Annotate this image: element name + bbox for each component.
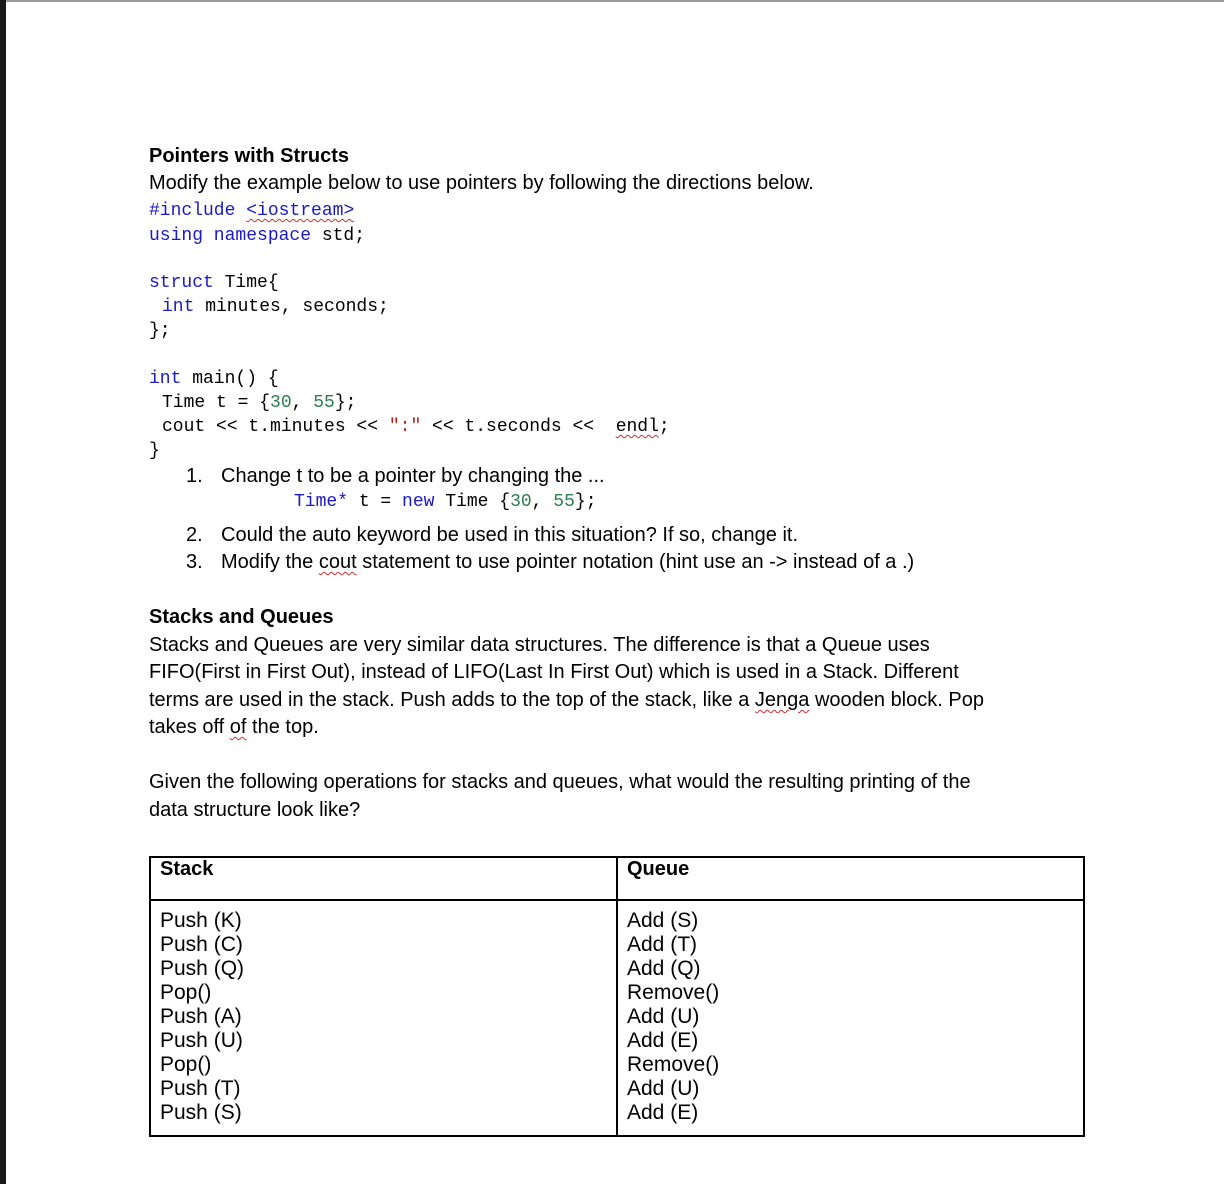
code-number: 30 — [510, 492, 532, 512]
text-run: Jenga — [754, 689, 810, 711]
question-line: Given the following operations for stacks and queues, what would the resulting printing of the — [149, 771, 971, 793]
text-run: cout — [318, 551, 357, 573]
direction-text: Could the auto keyword be used in this situation? If so, change it. — [221, 524, 799, 546]
code-token: using namespace — [149, 226, 312, 246]
code-token: <iostream> — [246, 201, 355, 221]
code-line-decl — [162, 393, 356, 413]
code-line-pointer — [294, 492, 597, 512]
code-line-struct-close: }; — [149, 321, 171, 341]
window-edge — [0, 0, 6, 1184]
code-line-using — [149, 226, 365, 246]
code-token: , — [531, 492, 554, 512]
text-run: Modify the — [221, 551, 319, 573]
stack-op: Push (C) — [160, 933, 243, 956]
stack-op: Push (T) — [160, 1077, 241, 1100]
queue-op: Add (E) — [627, 1101, 699, 1124]
section-heading-pointers: Pointers with Structs — [149, 145, 350, 167]
code-token: Time* — [294, 492, 349, 512]
question-line: data structure look like? — [149, 799, 361, 821]
queue-header: Queue — [617, 857, 1084, 900]
text-run: terms are used in the stack. Push adds to the top of the stack, like a — [149, 689, 755, 711]
code-token: endl — [615, 417, 659, 437]
stack-op: Pop() — [160, 981, 212, 1004]
code-line-cout — [162, 417, 670, 437]
text-run: statement to use pointer notation (hint use an -> instead of a .) — [356, 551, 915, 573]
code-token: Time { — [434, 492, 511, 512]
code-token: int — [149, 369, 182, 389]
stack-op: Push (A) — [160, 1005, 242, 1028]
list-number: 1. — [186, 465, 203, 487]
code-number: 55 — [313, 393, 335, 413]
text-run: the top. — [246, 716, 319, 738]
stacks-paragraph-line: FIFO(First in First Out), instead of LIFO(Last In First Out) which is used in a Stack. Different — [149, 661, 959, 683]
stack-header: Stack — [150, 857, 617, 900]
code-line-main — [149, 369, 279, 389]
direction-item — [186, 463, 605, 491]
operations-table — [149, 856, 1085, 1137]
code-token: }; — [334, 393, 357, 413]
stack-ops-cell — [150, 900, 617, 1136]
pointers-intro: Modify the example below to use pointers by following the directions below. — [149, 172, 814, 194]
code-token: new — [402, 492, 435, 512]
code-token: struct — [149, 273, 214, 293]
code-token: #include — [149, 201, 236, 221]
queue-ops-cell — [617, 900, 1084, 1136]
code-token: main() { — [181, 369, 279, 389]
queue-op: Add (U) — [627, 1005, 700, 1028]
queue-op: Remove() — [627, 1053, 720, 1076]
code-token: }; — [574, 492, 597, 512]
queue-op: Add (U) — [627, 1077, 700, 1100]
code-token: cout << t.minutes << — [162, 417, 389, 437]
table-header-row — [150, 857, 1084, 900]
code-token: ; — [658, 417, 670, 437]
text-run: of — [229, 716, 247, 738]
code-token: t = — [348, 492, 403, 512]
code-line-include — [149, 201, 354, 221]
code-number: 55 — [553, 492, 575, 512]
code-token: << t.seconds << — [421, 417, 616, 437]
code-line-members — [162, 297, 389, 317]
direction-item — [186, 522, 799, 550]
text-run: wooden block. Pop — [809, 689, 984, 711]
code-token: , — [291, 393, 314, 413]
stacks-paragraph-line — [149, 714, 319, 742]
queue-op: Add (S) — [627, 909, 699, 932]
code-token: std; — [311, 226, 366, 246]
queue-op: Add (Q) — [627, 957, 701, 980]
stacks-paragraph-line: Stacks and Queues are very similar data structures. The difference is that a Queue uses — [149, 634, 930, 656]
code-number: 30 — [270, 393, 292, 413]
queue-op: Add (T) — [627, 933, 698, 956]
code-token: Time t = { — [162, 393, 271, 413]
code-token: minutes, seconds; — [194, 297, 389, 317]
queue-op: Remove() — [627, 981, 720, 1004]
direction-text: Change t to be a pointer by changing the ... — [221, 465, 605, 487]
text-run: takes off — [149, 716, 230, 738]
queue-op: Add (E) — [627, 1029, 699, 1052]
stack-op: Pop() — [160, 1053, 212, 1076]
table-row — [150, 900, 1084, 1136]
direction-text — [221, 549, 914, 577]
code-token: Time{ — [213, 273, 279, 293]
top-rule — [6, 0, 1224, 2]
direction-item — [186, 549, 915, 577]
section-heading-stacks: Stacks and Queues — [149, 606, 334, 628]
list-number: 2. — [186, 524, 203, 546]
stack-op: Push (Q) — [160, 957, 245, 980]
code-line-main-close: } — [149, 441, 160, 461]
stack-op: Push (S) — [160, 1101, 242, 1124]
code-token: int — [162, 297, 195, 317]
stack-op: Push (K) — [160, 909, 242, 932]
stack-op: Push (U) — [160, 1029, 243, 1052]
code-line-struct — [149, 273, 279, 293]
stacks-paragraph-line — [149, 687, 984, 715]
list-number: 3. — [186, 551, 203, 573]
code-string: ":" — [388, 417, 422, 437]
